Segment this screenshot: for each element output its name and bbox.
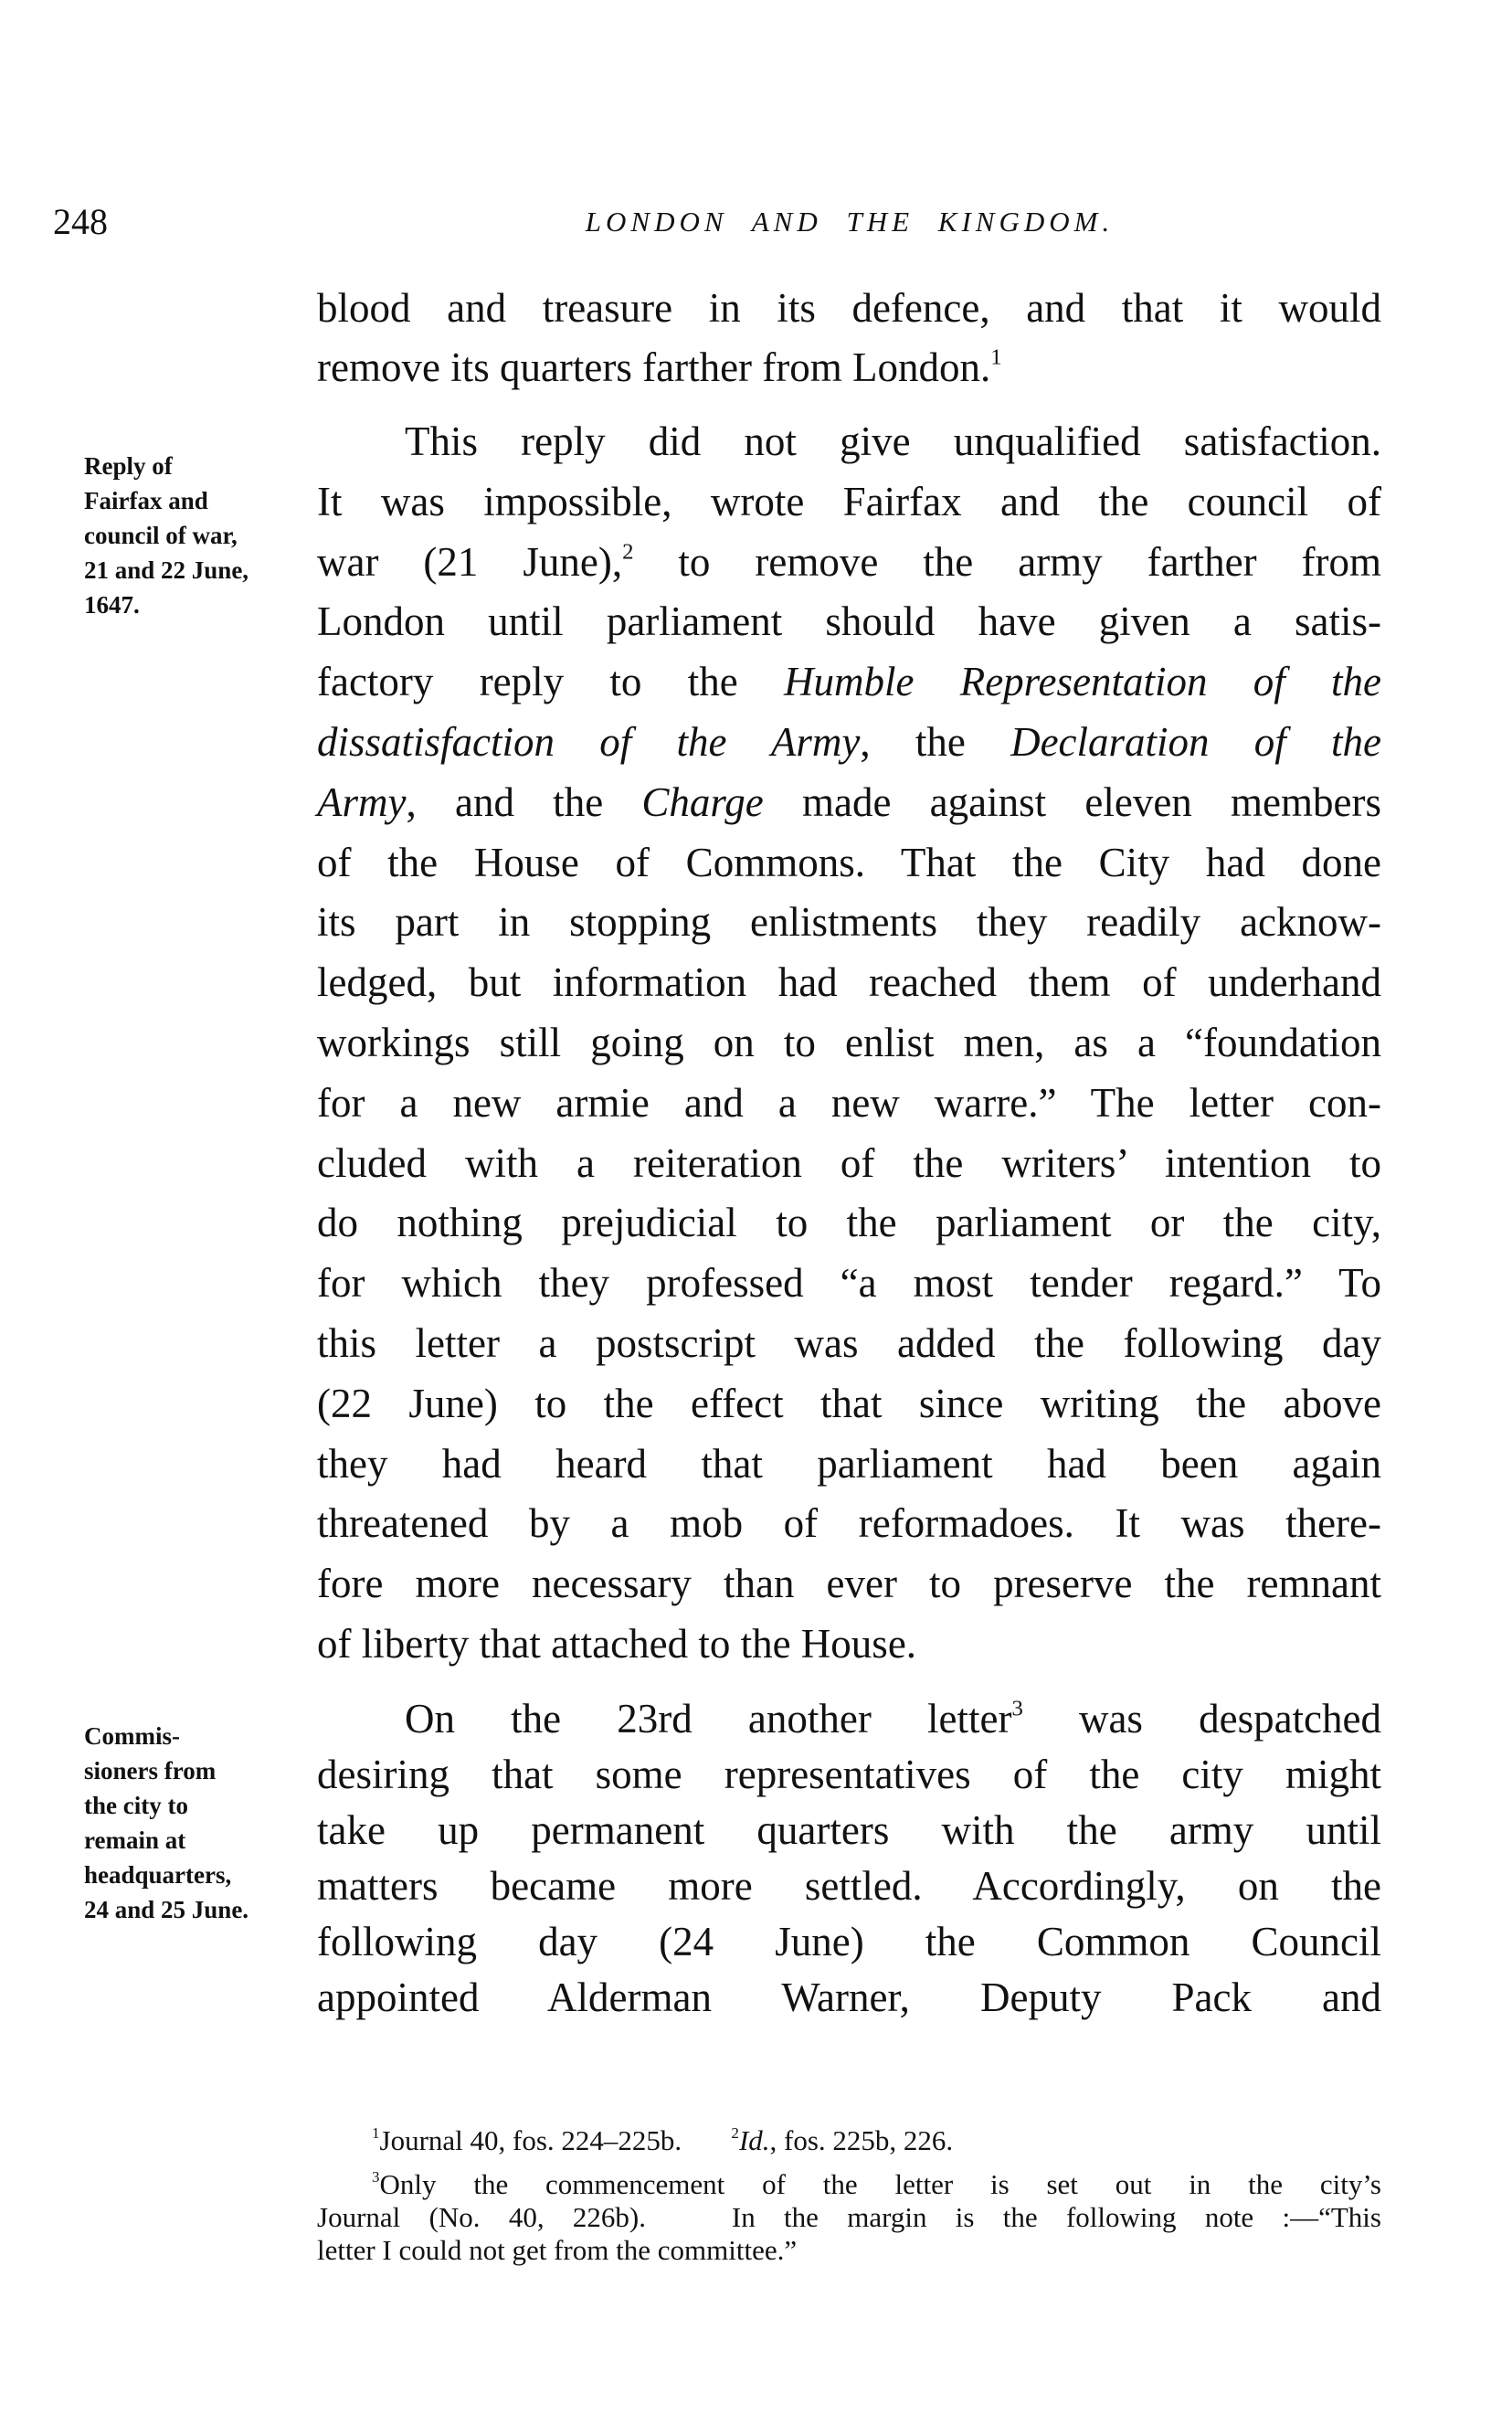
text-run: remove its quarters farther from London.: [317, 344, 991, 390]
text-run: , fos. 225b, 226.: [769, 2124, 954, 2156]
text-line: [317, 412, 1381, 472]
margin-note-line: council of war,: [84, 522, 238, 549]
margin-note-line: remain at: [84, 1826, 186, 1854]
text-line: [317, 652, 1381, 713]
text-run: this letter a postscript was added the following day: [317, 1319, 1381, 1366]
text-line: [317, 1314, 1381, 1374]
text-run: its part in stopping enlistments they readily acknow-: [317, 899, 1381, 946]
text-run: of liberty that attached to the House.: [317, 1620, 917, 1667]
text-run: was despatched: [1022, 1696, 1381, 1742]
text-run: London until parliament should have given a satis-: [317, 598, 1381, 645]
text-run: following day (24 June) the Common Council: [317, 1919, 1381, 1964]
text-line: [317, 1554, 1381, 1615]
text-line: [317, 1254, 1381, 1314]
text-run: desiring that some representatives of the city might: [317, 1752, 1381, 1797]
text-run: fore more necessary than ever to preserve the remnant: [317, 1561, 1381, 1607]
text-line: [317, 1374, 1381, 1435]
text-line: [317, 592, 1381, 652]
text-line: [317, 533, 1381, 593]
text-run: they had heard that parliament had been again: [317, 1440, 1381, 1487]
text-run: do nothing prejudicial to the parliament or the city,: [317, 1200, 1381, 1246]
text-line: [317, 338, 1381, 397]
text-line: [317, 1858, 1381, 1914]
footnote-ref: 1: [990, 344, 1002, 370]
text-line: [317, 1134, 1381, 1194]
text-run: of the House of Commons. That the City had done: [317, 839, 1381, 885]
italic-title: dissatisfaction of the Army: [317, 718, 861, 765]
margin-note-line: the city to: [84, 1792, 188, 1819]
text-run: (22 June) to the effect that since writing the above: [317, 1380, 1381, 1426]
text-line: [317, 773, 1381, 833]
text-line: [317, 1013, 1381, 1074]
text-run: Journal (No. 40, 226b). In the margin is the following note :—“This: [317, 2201, 1381, 2233]
margin-note-line: Reply of: [84, 452, 173, 480]
text-line: [317, 472, 1381, 533]
text-line: [317, 1691, 1381, 1747]
text-run: Only the commencement of the letter is set out in the city’s: [379, 2168, 1381, 2200]
text-line: [317, 833, 1381, 894]
footnote: [317, 2124, 1381, 2157]
text-run: appointed Alderman Warner, Deputy Pack and: [317, 1975, 1381, 2020]
running-title: LONDON AND THE KINGDOM.: [585, 206, 1115, 238]
text-run: made against eleven members: [763, 778, 1381, 825]
text-line: [317, 1074, 1381, 1134]
text-line: [317, 1193, 1381, 1254]
text-run: letter I could not get from the committee.”: [317, 2234, 798, 2266]
text-run: This reply did not give unqualified satisfaction.: [405, 418, 1381, 464]
text-run: Journal 40, fos. 224–225b.: [379, 2124, 732, 2156]
footnote-ref: 2: [622, 539, 634, 565]
text-run: workings still going on to enlist men, as a “foundation: [317, 1019, 1381, 1065]
margin-note-line: sioners from: [84, 1757, 217, 1784]
page-number: 248: [53, 201, 108, 242]
margin-note: [84, 449, 312, 622]
margin-note-line: headquarters,: [84, 1861, 232, 1889]
footnote: [317, 2168, 1381, 2267]
text-run: to remove the army farther from: [633, 538, 1381, 585]
text-line: [317, 1914, 1381, 1970]
text-run: for which they professed “a most tender regard.” To: [317, 1260, 1381, 1307]
italic-title: Army: [317, 778, 407, 825]
text-run: , and the: [406, 778, 642, 825]
margin-note-line: Commis-: [84, 1722, 180, 1750]
margin-note: [84, 1719, 312, 1927]
text-run: factory reply to the: [317, 659, 784, 705]
footnote-ref: 3: [372, 2168, 380, 2186]
text-run: war (21 June),: [317, 538, 623, 585]
paragraph: [317, 1691, 1381, 2026]
text-run: threatened by a mob of reformadoes. It was there-: [317, 1500, 1381, 1547]
text-line: [317, 1747, 1381, 1803]
text-run: It was impossible, wrote Fairfax and the council of: [317, 478, 1381, 524]
footnote-ref: 2: [731, 2124, 739, 2143]
text-line: [317, 279, 1381, 338]
footnote-ref: 1: [372, 2124, 380, 2143]
text-run: ledged, but information had reached them of underhand: [317, 959, 1381, 1006]
text-line: [317, 1615, 1381, 1675]
text-run: , the: [860, 718, 1011, 765]
text-line: [317, 2124, 1381, 2157]
text-run: take up permanent quarters with the army until: [317, 1807, 1381, 1853]
text-run: matters became more settled. Accordingly, on the: [317, 1863, 1381, 1909]
margin-note-line: 24 and 25 June.: [84, 1896, 249, 1923]
italic-title: Charge: [641, 778, 764, 825]
paragraph: [317, 412, 1381, 1675]
text-line: [317, 1435, 1381, 1495]
text-line: [317, 2168, 1381, 2201]
text-line: [317, 2234, 1381, 2267]
text-line: [317, 1803, 1381, 1858]
margin-note-line: Fairfax and: [84, 487, 208, 514]
text-line: [317, 713, 1381, 773]
footnote-ref: 3: [1011, 1696, 1023, 1721]
text-line: [317, 2201, 1381, 2234]
text-run: for a new armie and a new warre.” The letter con-: [317, 1079, 1381, 1126]
paragraph: [317, 279, 1381, 397]
italic-title: Humble Representation of the: [783, 659, 1382, 705]
text-line: [317, 893, 1381, 953]
italic-title: Id.: [738, 2124, 770, 2156]
text-run: blood and treasure in its defence, and that it would: [317, 285, 1381, 331]
text-line: [317, 1970, 1381, 2026]
text-line: [317, 953, 1381, 1013]
margin-note-line: 21 and 22 June,: [84, 556, 249, 584]
margin-note-line: 1647.: [84, 591, 140, 619]
italic-title: Declaration of the: [1010, 718, 1381, 765]
text-line: [317, 1494, 1381, 1554]
text-run: cluded with a reiteration of the writers’ intention to: [317, 1139, 1381, 1186]
text-run: On the 23rd another letter: [405, 1696, 1012, 1742]
